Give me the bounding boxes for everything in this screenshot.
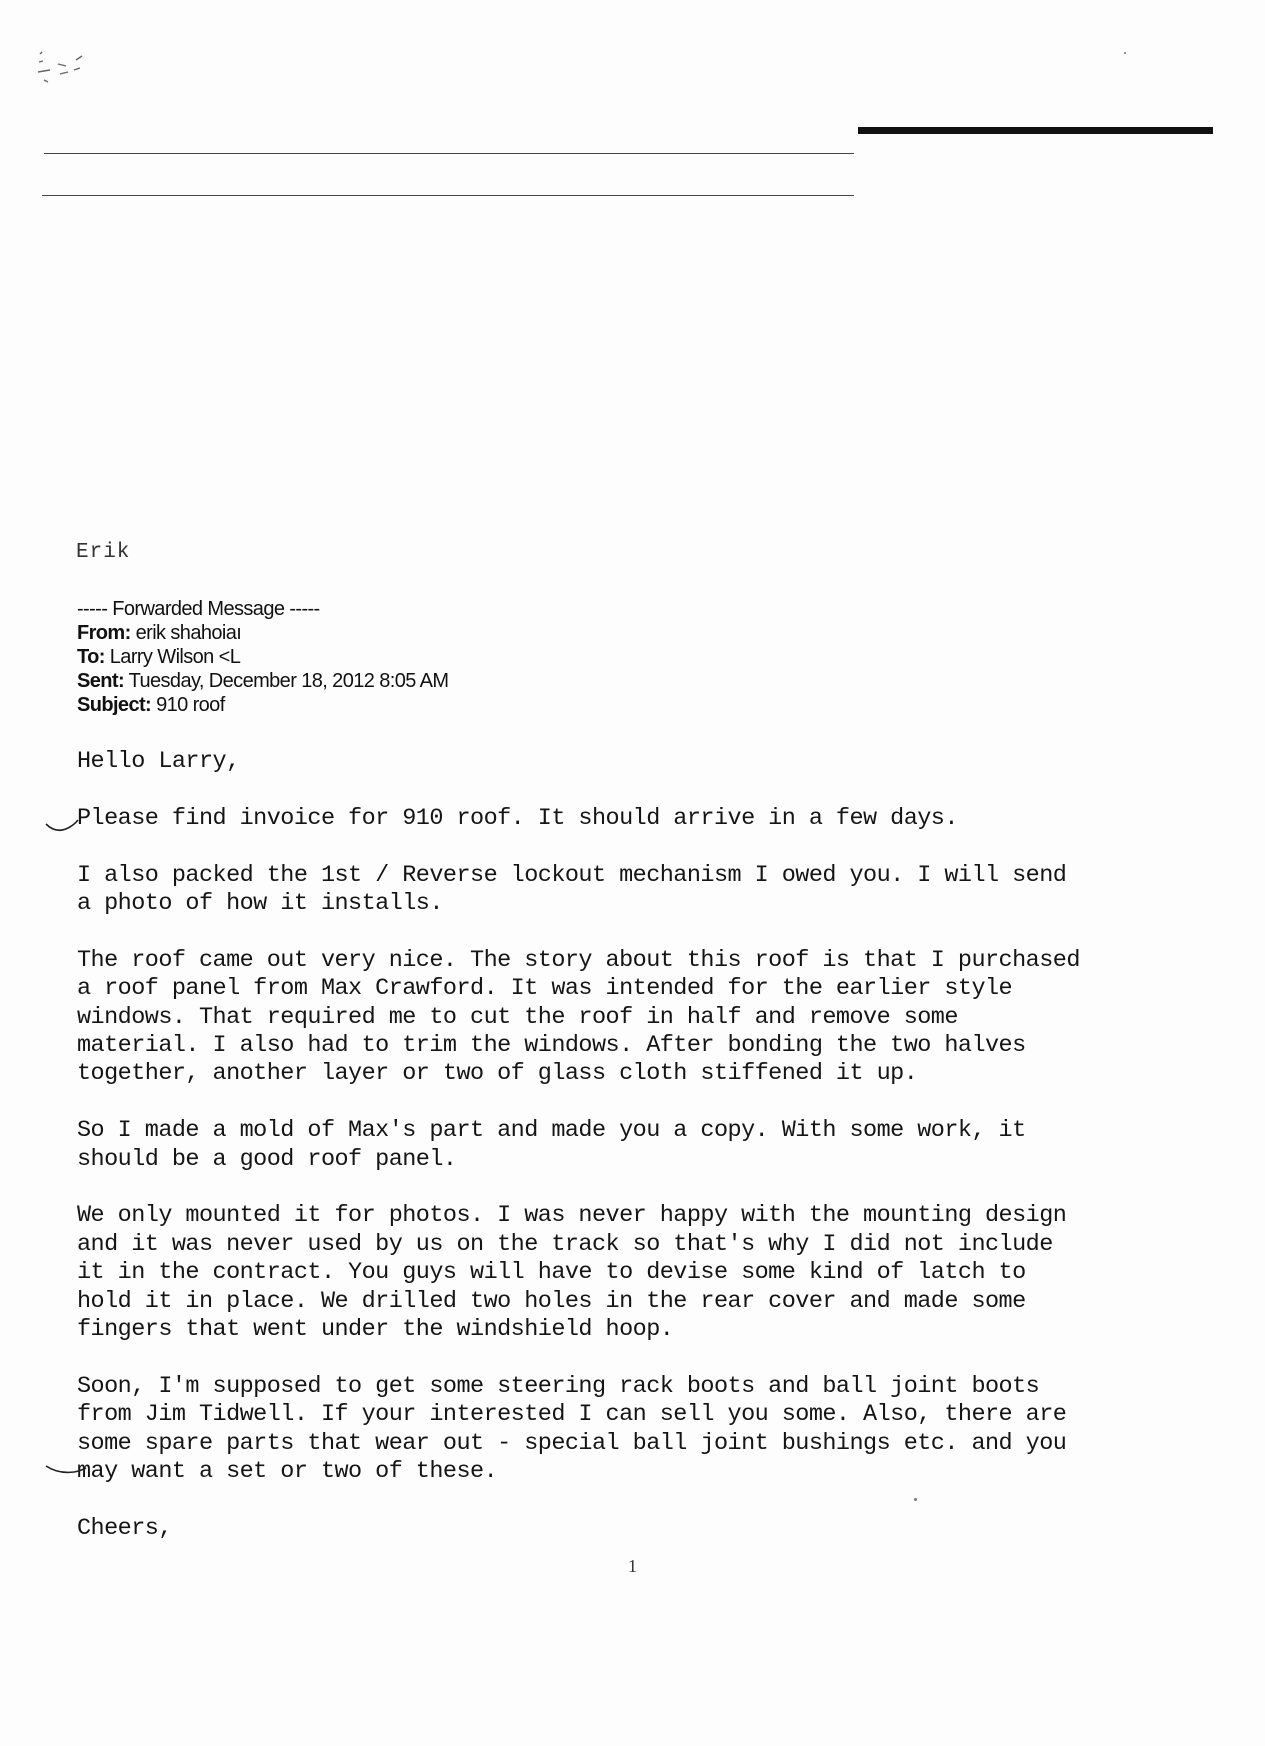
- body-line: Soon, I'm supposed to get some steering rack boots and ball joint boots: [77, 1372, 1040, 1400]
- sent-row: [77, 669, 448, 693]
- scan-artifact-marks: [36, 48, 126, 88]
- body-line: a roof panel from Max Crawford. It was intended for the earlier style: [77, 975, 1013, 1003]
- redaction-bar: [858, 127, 1213, 134]
- body-line: Please find invoice for 910 roof. It should arrive in a few days.: [77, 804, 958, 832]
- body-line: I also packed the 1st / Reverse lockout mechanism I owed you. I will send: [77, 861, 1067, 889]
- body-line: hold it in place. We drilled two holes in the rear cover and made some: [77, 1287, 1026, 1315]
- email-body: [77, 748, 1217, 1572]
- body-line: fingers that went under the windshield hoop.: [77, 1316, 674, 1344]
- to-label: To:: [77, 646, 105, 668]
- sent-label: Sent:: [77, 670, 125, 692]
- margin-pen-mark-bottom: [44, 1458, 88, 1482]
- body-line: a photo of how it installs.: [77, 890, 443, 917]
- closing: Cheers,: [77, 1514, 172, 1542]
- paragraph-6: [77, 1373, 1217, 1487]
- body-line: The roof came out very nice. The story about this roof is that I purchased: [77, 946, 1080, 974]
- body-line: material. I also had to trim the windows. After bonding the two halves: [77, 1032, 1026, 1060]
- body-line: and it was never used by us on the track so that's why I did not include: [77, 1230, 1053, 1258]
- to-value: Larry Wilson <L: [104, 646, 241, 668]
- margin-pen-mark-top: [44, 808, 84, 838]
- scan-speck: [1124, 52, 1126, 54]
- body-line: windows. That required me to cut the roof in half and remove some: [77, 1003, 958, 1031]
- forwarded-message-header: [77, 597, 448, 717]
- subject-label: Subject:: [77, 694, 152, 716]
- body-line: should be a good roof panel.: [77, 1145, 457, 1173]
- header-rule-top: [44, 153, 854, 154]
- subject-value: 910 roof: [151, 694, 225, 716]
- subject-row: [77, 693, 448, 717]
- clipped-signature-value: Erik: [76, 541, 131, 564]
- forwarded-banner: ----- Forwarded Message -----: [77, 598, 320, 620]
- body-line: may want a set or two of these.: [77, 1458, 498, 1486]
- page-number: 1: [628, 1556, 637, 1576]
- body-line: it in the contract. You guys will have to devise some kind of latch to: [77, 1259, 1026, 1287]
- sent-value: Tuesday, December 18, 2012 8:05 AM: [124, 670, 449, 692]
- body-line: some spare parts that wear out - special ball joint bushings etc. and you: [77, 1429, 1067, 1457]
- paragraph-1: [77, 805, 1217, 833]
- to-row: [77, 645, 448, 669]
- paragraph-5: [77, 1202, 1217, 1344]
- paragraph-2: [77, 862, 1217, 919]
- from-row: [77, 621, 448, 645]
- body-line: together, another layer or two of glass cloth stiffened it up.: [77, 1060, 918, 1088]
- paragraph-4: [77, 1117, 1217, 1174]
- body-line: So I made a mold of Max's part and made you a copy. With some work, it: [77, 1117, 1026, 1145]
- from-value: erik shahoiaı: [130, 622, 242, 644]
- scan-speck: [914, 1498, 917, 1501]
- clipped-signature-text: [76, 541, 146, 564]
- header-rule-bottom: [42, 195, 854, 196]
- from-label: From:: [77, 622, 131, 644]
- body-line: from Jim Tidwell. If your interested I can sell you some. Also, there are: [77, 1401, 1067, 1429]
- greeting: Hello Larry,: [77, 748, 240, 775]
- body-line: We only mounted it for photos. I was never happy with the mounting design: [77, 1202, 1067, 1230]
- paragraph-3: [77, 947, 1217, 1089]
